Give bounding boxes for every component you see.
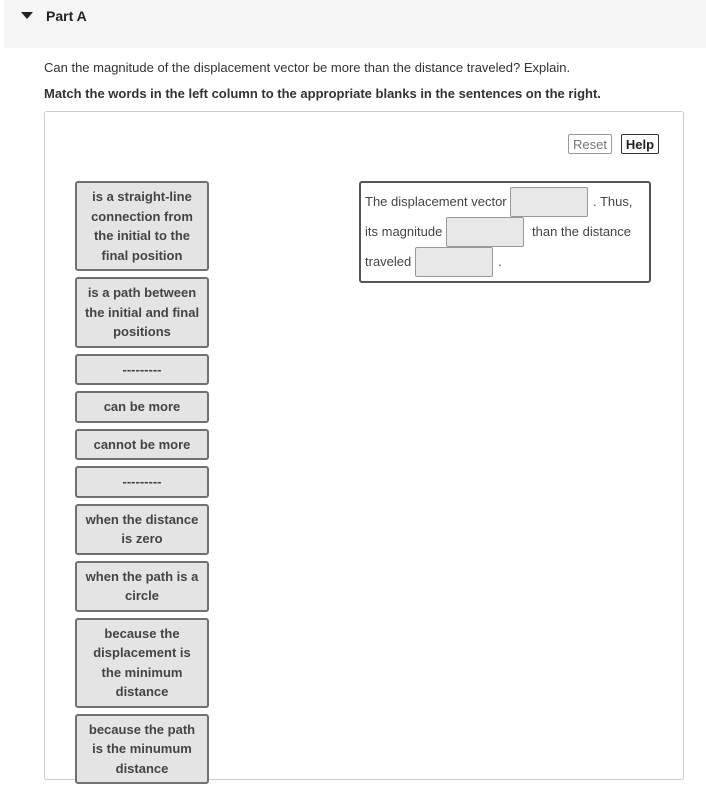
word-tile[interactable]: --------- [75,466,209,498]
sentence-text: than the distance [532,224,632,239]
drop-blank-1[interactable] [510,187,588,217]
word-tile[interactable]: can be more [75,391,209,423]
sentence-text: traveled [365,254,412,269]
instruction-text: Match the words in the left column to the appropriate blanks in the sentences on the right. [44,86,601,101]
part-title: Part A [46,8,87,24]
sentence-text: . Thus, [593,194,633,209]
part-header[interactable] [4,0,706,48]
word-tile[interactable]: --------- [75,354,209,386]
word-tile[interactable]: because the displacement is the minimum distance [75,618,209,708]
collapse-caret-icon[interactable] [21,12,33,19]
word-tile[interactable]: when the distance is zero [75,504,209,555]
word-tile[interactable]: cannot be more [75,429,209,461]
help-button[interactable]: Help [621,134,659,154]
word-bank [75,181,209,790]
reset-button[interactable]: Reset [568,134,612,154]
sentence-box [359,181,651,283]
word-tile[interactable]: because the path is the minumum distance [75,714,209,785]
drop-blank-2[interactable] [446,217,524,247]
word-tile[interactable]: when the path is a circle [75,561,209,612]
sentence-text: its magnitude [365,224,443,239]
word-tile[interactable]: is a path between the initial and final positions [75,277,209,348]
drop-blank-3[interactable] [415,247,493,277]
sentence-text: . [498,254,502,269]
question-text: Can the magnitude of the displacement vector be more than the distance traveled? Explain. [44,60,571,75]
sentence-text: The displacement vector [365,194,507,209]
drag-drop-workspace [44,111,684,780]
word-tile[interactable]: is a straight-line connection from the initial to the final position [75,181,209,271]
